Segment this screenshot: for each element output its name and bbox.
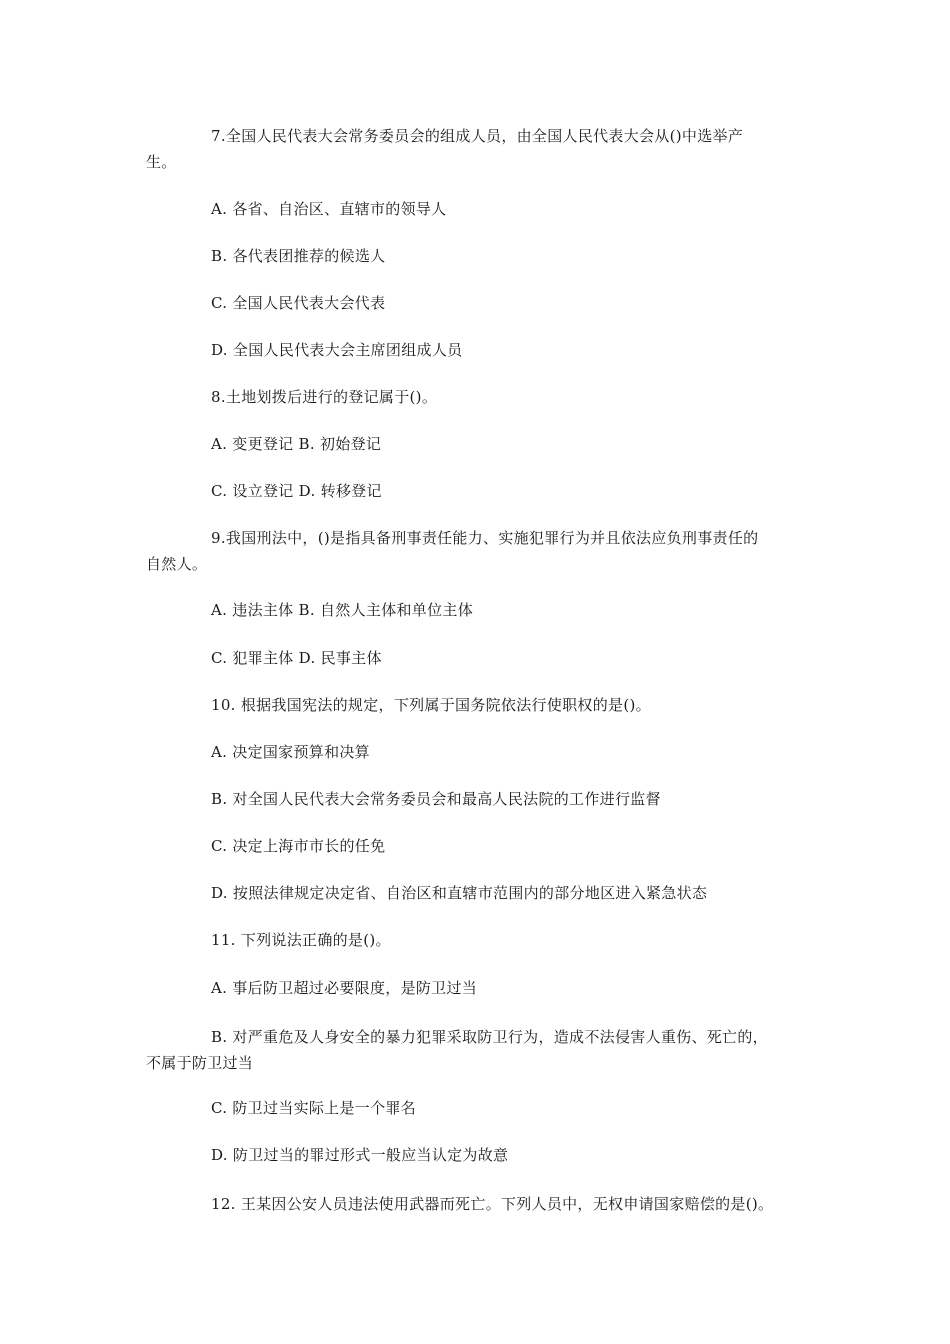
question-8-stem: 8.土地划拨后进行的登记属于()。 xyxy=(211,388,438,406)
question-10-option-d: D. 按照法律规定决定省、自治区和直辖市范围内的部分地区进入紧急状态 xyxy=(211,884,708,902)
question-7-option-c: C. 全国人民代表大会代表 xyxy=(211,294,386,312)
question-10-stem: 10. 根据我国宪法的规定，下列属于国务院依法行使职权的是()。 xyxy=(211,696,651,714)
question-7-stem: 7.全国人民代表大会常务委员会的组成人员，由全国人民代表大会从()中选举产 xyxy=(211,127,744,145)
question-10-option-c: C. 决定上海市市长的任免 xyxy=(211,837,386,855)
question-9-options-ab: A. 违法主体 B. 自然人主体和单位主体 xyxy=(211,601,473,619)
question-7-option-b: B. 各代表团推荐的候选人 xyxy=(211,247,386,265)
question-10-option-a: A. 决定国家预算和决算 xyxy=(211,743,370,761)
question-8-options-ab: A. 变更登记 B. 初始登记 xyxy=(211,435,382,453)
question-8-options-cd: C. 设立登记 D. 转移登记 xyxy=(211,482,382,500)
question-11-option-a: A. 事后防卫超过必要限度，是防卫过当 xyxy=(211,979,478,997)
question-11-option-b-wrap: 不属于防卫过当 xyxy=(146,1054,254,1072)
question-9-stem: 9.我国刑法中，()是指具备刑事责任能力、实施犯罪行为并且依法应负刑事责任的 xyxy=(211,529,759,547)
question-11-stem: 11. 下列说法正确的是()。 xyxy=(211,931,391,949)
question-9-options-cd: C. 犯罪主体 D. 民事主体 xyxy=(211,649,382,667)
question-11-option-b: B. 对严重危及人身安全的暴力犯罪采取防卫行为，造成不法侵害人重伤、死亡的， xyxy=(211,1028,768,1046)
question-7-stem-wrap: 生。 xyxy=(146,153,177,171)
question-9-stem-wrap: 自然人。 xyxy=(146,555,208,573)
question-10-option-b: B. 对全国人民代表大会常务委员会和最高人民法院的工作进行监督 xyxy=(211,790,661,808)
question-12-stem: 12. 王某因公安人员违法使用武器而死亡。下列人员中，无权申请国家赔偿的是()。 xyxy=(211,1195,774,1213)
question-7-option-d: D. 全国人民代表大会主席团组成人员 xyxy=(211,341,463,359)
question-11-option-d: D. 防卫过当的罪过形式一般应当认定为故意 xyxy=(211,1146,509,1164)
question-7-option-a: A. 各省、自治区、直辖市的领导人 xyxy=(211,200,447,218)
question-11-option-c: C. 防卫过当实际上是一个罪名 xyxy=(211,1099,416,1117)
